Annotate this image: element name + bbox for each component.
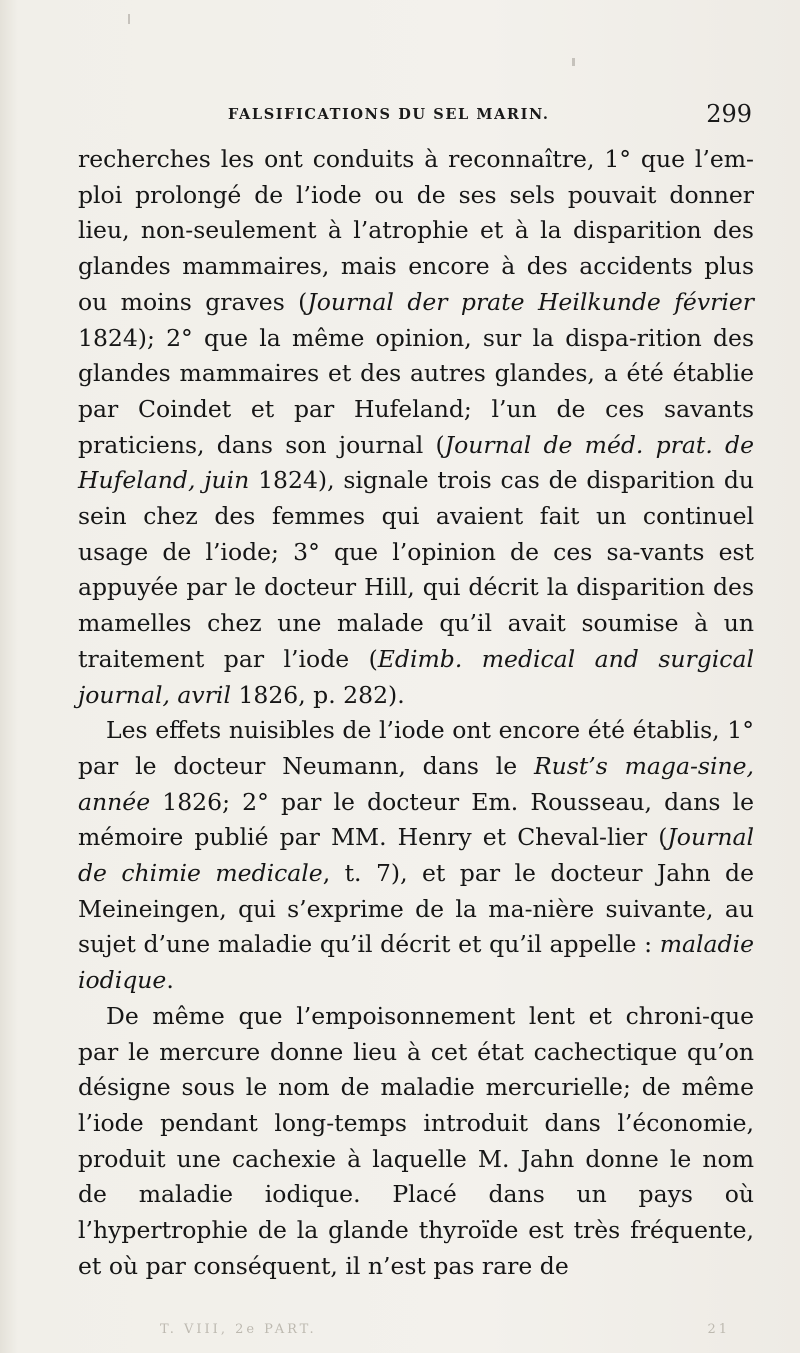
paragraph bbox=[78, 142, 754, 713]
italic-text: Journal de chimie medicale bbox=[78, 823, 754, 888]
page-header bbox=[78, 98, 758, 138]
text-run: 1826, p. 282). bbox=[230, 680, 405, 709]
italic-text: Journal de méd. prat. de Hufeland, juin bbox=[78, 430, 754, 495]
signature-number: 21 bbox=[707, 1322, 730, 1337]
text-run: De même que l’empoisonnement lent et chroni-que par le mercure donne lieu à cet état cachectique qu’on désigne sous le nom de maladie mercurielle; de même l’iode pendant long-temps introduit dans l’économie, produit une cachexie à laquelle M. Jahn donne le nom de maladie iodique. Placé dans un pays où l’hypertrophie de la glande thyroïde est très fréquente, et où par conséquent, il n’est pas rare de bbox=[78, 1001, 754, 1280]
text-run: recherches les ont conduits à reconnaître, 1° que l’em-ploi prolongé de l’iode ou de ses sels pouvait donner lieu, non-seulement à l’atrophie et à la disparition des glandes mammaires, mais encore à des accidents plus ou moins graves ( bbox=[78, 145, 754, 316]
paragraph bbox=[78, 999, 754, 1285]
paragraph bbox=[78, 713, 754, 999]
body-text bbox=[78, 142, 754, 1285]
italic-text: maladie iodique bbox=[78, 930, 754, 995]
text-run: , t. 7), et par le docteur Jahn de Meineingen, qui s’exprime de la ma-nière suivante, au sujet d’une maladie qu’il décrit et qu’il appelle : bbox=[78, 859, 754, 959]
text-run: . bbox=[166, 966, 174, 995]
page-number: 299 bbox=[706, 100, 752, 128]
italic-text: Edimb. medical and surgical journal, avril bbox=[78, 644, 754, 709]
page-speck bbox=[572, 58, 575, 66]
text-run: 1824), signale trois cas de disparition du sein chez des femmes qui avaient fait un continuel usage de l’iode; 3° que l’opinion de ces sa-vants est appuyée par le docteur Hill, qui décrit la disparition des mamelles chez une malade qu’il avait soumise à un traitement par l’iode ( bbox=[78, 466, 754, 673]
italic-text: Journal der prate Heilkunde février bbox=[307, 287, 754, 316]
text-run: 1826; 2° par le docteur Em. Rousseau, dans le mémoire publié par MM. Henry et Cheval-lier ( bbox=[78, 787, 754, 852]
running-title: FALSIFICATIONS DU SEL MARIN. bbox=[228, 106, 550, 123]
page-speck bbox=[128, 14, 130, 24]
text-run: 1824); 2° que la même opinion, sur la dispa-rition des glandes mammaires et des autres glandes, a été établie par Coindet et par Hufeland; l’un de ces savants praticiens, dans son journal ( bbox=[78, 323, 754, 459]
signature-mark: T. VIII, 2e PART. bbox=[160, 1322, 317, 1337]
italic-text: Rust’s maga-sine, année bbox=[78, 751, 754, 816]
text-run: Les effets nuisibles de l’iode ont encore été établis, 1° par le docteur Neumann, dans le bbox=[78, 716, 754, 780]
